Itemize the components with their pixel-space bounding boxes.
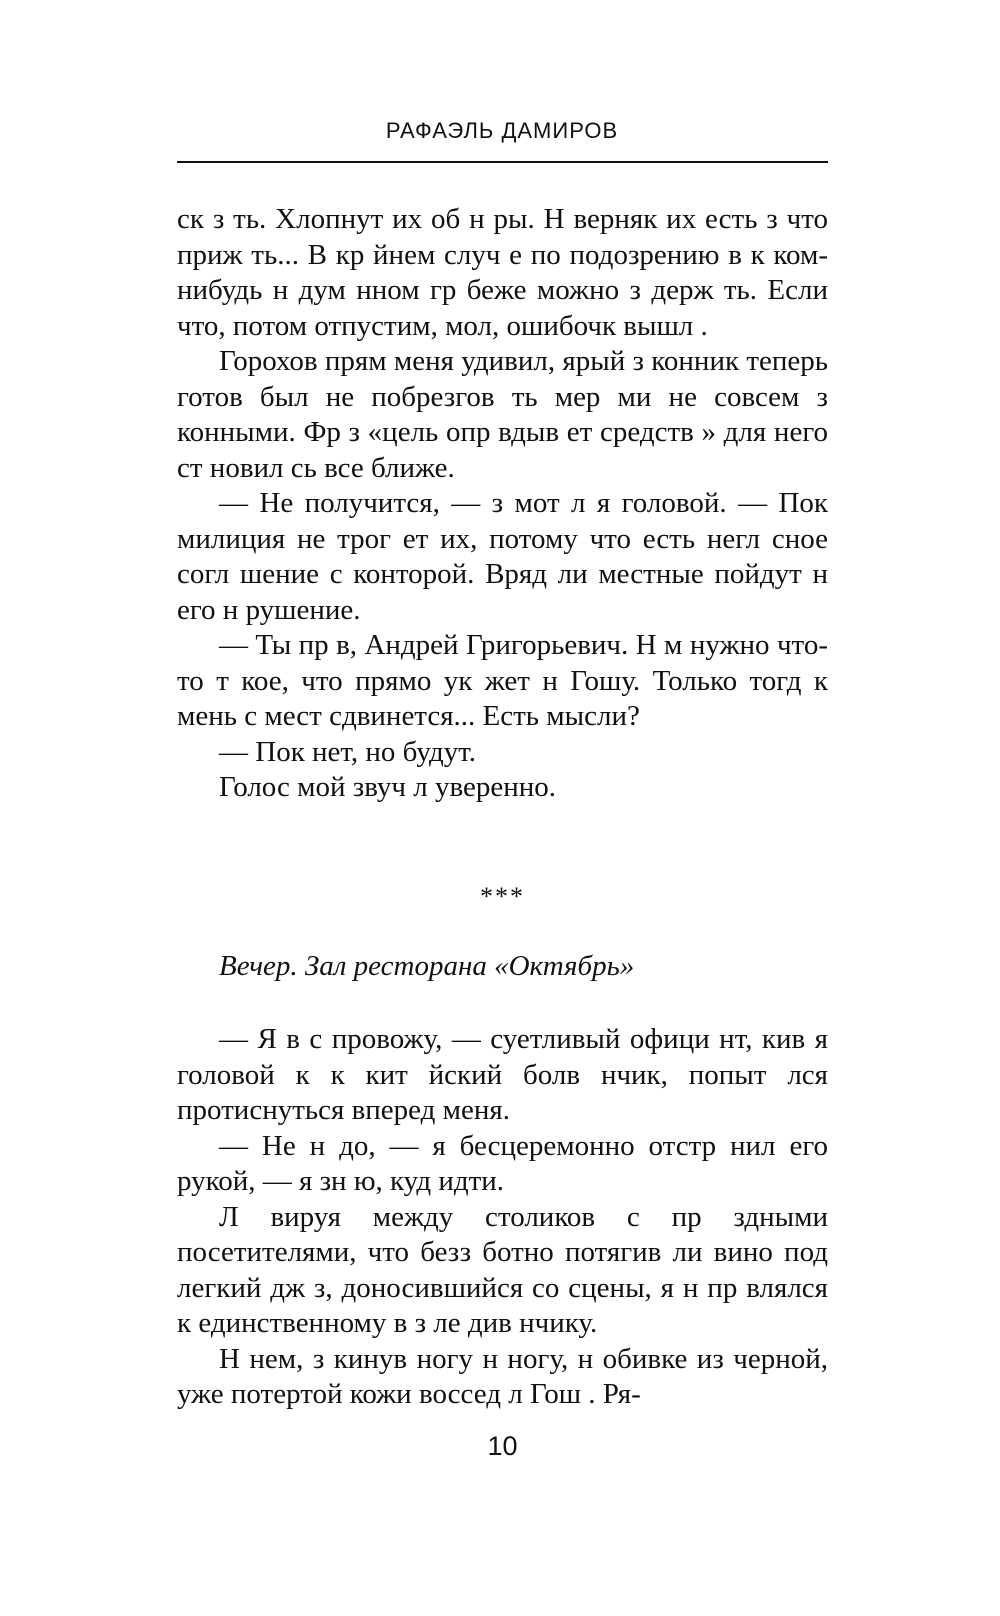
paragraph: — Я в с провожу, — суетливый офици нт, кив я головой к к кит йский болв нчик, попыт лся протиснуться вперед меня.: [177, 1023, 828, 1126]
page-number: 10: [487, 1431, 518, 1461]
running-head: РАФАЭЛЬ ДАМИРОВ: [385, 118, 619, 143]
paragraph: — Не н до, — я бесцеремонно отстр нил его рукой, — я зн ю, куд идти.: [177, 1129, 828, 1197]
paragraph: — Не получится, — з мот л я головой. — Пок милиция не трог ет их, потому что есть негл сное согл шение с конторой. Вряд ли местные пойдут н его н рушение.: [177, 487, 828, 626]
scene-break: ***: [480, 882, 525, 911]
paragraph: Н нем, з кинув ногу н ногу, н обивке из черной, уже потертой кожи воссед л Гош . Ря-: [177, 1342, 828, 1410]
header-divider: [177, 161, 828, 163]
text-block-part2: [177, 1022, 828, 1413]
paragraph: — Пок нет, но будут.: [219, 735, 477, 768]
paragraph: Горохов прям меня удивил, ярый з конник теперь готов был не побрезгов ть мер ми не совсем з конными. Фр з «цель опр вдыв ет средств » для него ст новил сь все ближе.: [177, 345, 828, 484]
text-block-part1: [177, 202, 828, 806]
paragraph: Л вируя между столиков с пр здными посетителями, что безз ботно потягив ли вино под легкий дж з, доносившийся со сцены, я н пр влялся к единственному в з ле див нчику.: [177, 1200, 828, 1339]
paragraph: ск з ть. Хлопнут их об н ры. Н верняк их есть з что приж ть... В кр йнем случ е по подозрению в к ком-нибудь н дум нном гр беже можно з держ ть. Если что, потом отпустим, мол, ошибочк вышл .: [177, 203, 828, 342]
paragraph: Голос мой звуч л уверенно.: [219, 771, 557, 803]
scene-heading: Вечер. Зал ресторана «Октябрь»: [219, 950, 635, 982]
paragraph: — Ты пр в, Андрей Григорьевич. Н м нужно что-то т кое, что прямо ук жет н Гошу. Только тогд к мень с мест сдвинется... Есть мысли?: [177, 629, 828, 732]
